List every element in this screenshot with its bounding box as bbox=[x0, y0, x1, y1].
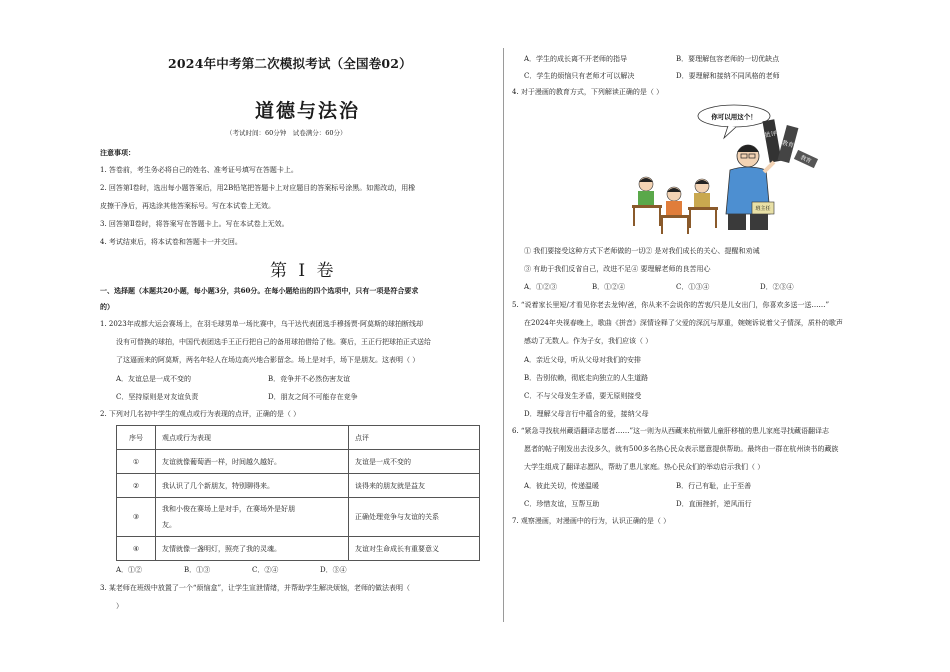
option-d: D．朋友之间不可能存在竞争 bbox=[268, 393, 358, 401]
question-6-line: 愿者的帖子刚发出去没多久，就有500多名热心民众表示愿意提供帮助。最终由一群在杭州读书的藏族 bbox=[524, 445, 839, 453]
column-divider bbox=[503, 48, 504, 622]
option-a: A．①② bbox=[116, 566, 143, 574]
sign-text: 教育 bbox=[799, 154, 812, 165]
note-line: 3. 回答第Ⅱ卷时，将答案写在答题卡上。写在本试卷上无效。 bbox=[100, 220, 289, 228]
option-b: B．要理解包容老师的一切优缺点 bbox=[676, 55, 780, 63]
student-2 bbox=[660, 187, 690, 234]
teacher-leg bbox=[728, 214, 746, 230]
student-3 bbox=[688, 179, 718, 228]
row-number: ② bbox=[117, 474, 156, 498]
option-a: A．彼此关切，传递温暖 bbox=[524, 482, 600, 490]
row-number: ③ bbox=[117, 498, 156, 537]
teacher-leg bbox=[750, 214, 768, 230]
note-line: 4. 考试结束后，将本试卷和答题卡一并交回。 bbox=[100, 238, 242, 246]
teacher-cartoon-illustration bbox=[624, 102, 824, 237]
option-a: A．友谊总是一成不变的 bbox=[116, 375, 192, 383]
statement-line: ① 我们要接受这种方式下老师做的一切② 是对我们成长的关心、提醒和劝诫 bbox=[524, 247, 760, 255]
option-b: B．告别依赖，彻底走向独立的人生道路 bbox=[524, 374, 649, 382]
teacher-arm bbox=[764, 162, 774, 172]
notes-title: 注意事项： bbox=[100, 148, 135, 157]
row-behavior-cont: 友。 bbox=[162, 521, 176, 529]
option-d: D．③④ bbox=[320, 566, 347, 574]
teacher-hair bbox=[737, 145, 759, 152]
row-behavior: 我和小俊在赛场上是对手，在赛场外是好朋 bbox=[162, 505, 295, 513]
row-number: ④ bbox=[117, 537, 156, 561]
table-header: 观点或行为表现 bbox=[156, 426, 349, 450]
table-row bbox=[117, 537, 480, 561]
option-c: C．不与父母发生矛盾，要无原则接受 bbox=[524, 392, 642, 400]
question-5-line: 感动了无数人。作为子女，我们应该（ ） bbox=[524, 337, 653, 345]
option-d: D．直面挫折，逆风而行 bbox=[676, 500, 752, 508]
sign-text: 批评 bbox=[764, 130, 778, 140]
option-c: C．①③④ bbox=[676, 283, 710, 291]
option-a: A．亲近父母，听从父母对我们的安排 bbox=[524, 356, 642, 364]
table-row bbox=[117, 450, 480, 474]
option-c: C．②④ bbox=[252, 566, 279, 574]
exam-header-title: 2024年中考第二次模拟考试（全国卷02） bbox=[168, 56, 412, 71]
row-number: ① bbox=[117, 450, 156, 474]
question-1-line: 没有可替换的球拍，中国代表团选手王正行把自己的备用球拍借给了他。赛后，王正行把球拍正式送给 bbox=[116, 338, 431, 346]
subject-title: 道德与法治 bbox=[255, 100, 361, 122]
note-line: 皮擦干净后，再选涂其他答案标号。写在本试卷上无效。 bbox=[100, 202, 275, 210]
option-c: C．珍惜友谊，互帮互助 bbox=[524, 500, 600, 508]
table-header-row bbox=[117, 426, 480, 450]
question-5-line: 5. “说着家长里短/才看见你老去龙钟/爸，你从来不会说你的苦衷/只是儿女出门，你喜欢多送一送……” bbox=[512, 301, 830, 309]
question-4-stem: 4. 对于漫画的教育方式，下列解读正确的是（ ） bbox=[512, 88, 664, 96]
option-d: D．②③④ bbox=[760, 283, 794, 291]
table-row bbox=[117, 498, 480, 537]
row-comment: 谈得来的朋友就是益友 bbox=[349, 474, 480, 498]
row-behavior: 友谊就像葡萄酒一样，时间越久越好。 bbox=[156, 450, 349, 474]
comments-table bbox=[116, 425, 480, 561]
row-behavior-cell bbox=[156, 498, 349, 537]
table-header: 序号 bbox=[117, 426, 156, 450]
statement-line: ③ 有助于我们反省自己，改进不足④ 要理解老师的良苦用心 bbox=[524, 265, 711, 273]
row-behavior: 友情就像一盏明灯，照亮了我的灵魂。 bbox=[156, 537, 349, 561]
row-comment: 正确处理竞争与友谊的关系 bbox=[349, 498, 480, 537]
table-row bbox=[117, 474, 480, 498]
section-title-cont: 的） bbox=[100, 302, 114, 311]
option-c: C．坚持原则是对友谊负责 bbox=[116, 393, 199, 401]
question-6-line: 6. “紧急寻找杭州藏语翻译志愿者……”这一则为从西藏来杭州做儿童肝移植的患儿家庭寻找藏语翻译志 bbox=[512, 427, 830, 435]
row-comment: 友谊是一成不变的 bbox=[349, 450, 480, 474]
question-3-line: 3. 某老师在班级中放置了一个“烦恼盒”，让学生宣泄情绪，并帮助学生解决烦恼，老师的做法表明（ bbox=[100, 584, 411, 592]
row-comment: 友谊对生命成长有重要意义 bbox=[349, 537, 480, 561]
option-d: D．要理解和接纳不同风格的老师 bbox=[676, 72, 780, 80]
exam-info: （考试时间：60分钟 试卷满分：60分） bbox=[226, 129, 347, 137]
option-d: D．理解父母言行中蕴含的爱，接纳父母 bbox=[524, 410, 649, 418]
question-2-stem: 2. 下列对几名初中学生的观点或行为表现的点评，正确的是（ ） bbox=[100, 410, 301, 418]
option-b: B．①③ bbox=[184, 566, 211, 574]
student-1 bbox=[632, 177, 662, 226]
speech-bubble-text: 你可以用这个！ bbox=[711, 113, 757, 121]
question-6-line: 大学生组成了翻译志愿队，帮助了患儿家庭。热心民众们的举动启示我们（ ） bbox=[524, 463, 765, 471]
question-5-line: 在2024年央视春晚上，歌曲《拼音》深情诠释了父爱的深沉与厚重，婉婉诉说着父子情深，质朴的歌声 bbox=[524, 319, 843, 327]
teacher-label: 班主任 bbox=[755, 206, 771, 212]
option-b: B．竞争并不必然伤害友谊 bbox=[268, 375, 351, 383]
option-c: C．学生的烦恼只有老师才可以解决 bbox=[524, 72, 635, 80]
option-b: B．①②④ bbox=[592, 283, 626, 291]
note-line: 1. 答卷前，考生务必将自己的姓名、准考证号填写在答题卡上。 bbox=[100, 166, 298, 174]
note-line: 2. 回答第Ⅰ卷时，选出每小题答案后，用2B铅笔把答题卡上对应题目的答案标号涂黑。如需改动，用橡 bbox=[100, 184, 416, 192]
row-behavior: 我认识了几个新朋友，特别聊得来。 bbox=[156, 474, 349, 498]
sign-text: 教育 bbox=[781, 139, 795, 150]
question-3-line: ） bbox=[116, 602, 123, 610]
option-a: A．①②③ bbox=[524, 283, 558, 291]
question-7-stem: 7. 观察漫画，对漫画中的行为，认识正确的是（ ） bbox=[512, 517, 671, 525]
section-title: 一、选择题（本题共20小题，每小题3分，共60分。在每小题给出的四个选项中，只有一项是符合要求 bbox=[100, 286, 419, 295]
volume-heading: 第 I 卷 bbox=[270, 261, 337, 281]
option-a: A．学生的成长离不开老师的指导 bbox=[524, 55, 628, 63]
question-1-line: 1. 2023年成都大运会赛场上，在羽毛球男单一场比赛中，乌干达代表团选手穆扬贾·阿莫斯的球拍断线却 bbox=[100, 320, 423, 328]
speech-bubble-tail bbox=[724, 126, 736, 138]
table-header: 点评 bbox=[349, 426, 480, 450]
question-1-line: 了这逼面来的阿莫斯，两名年轻人在场边高兴地合影留念。场上是对手，场下是朋友。这表明（ ） bbox=[116, 356, 420, 364]
option-b: B．行己有耻，止于至善 bbox=[676, 482, 752, 490]
